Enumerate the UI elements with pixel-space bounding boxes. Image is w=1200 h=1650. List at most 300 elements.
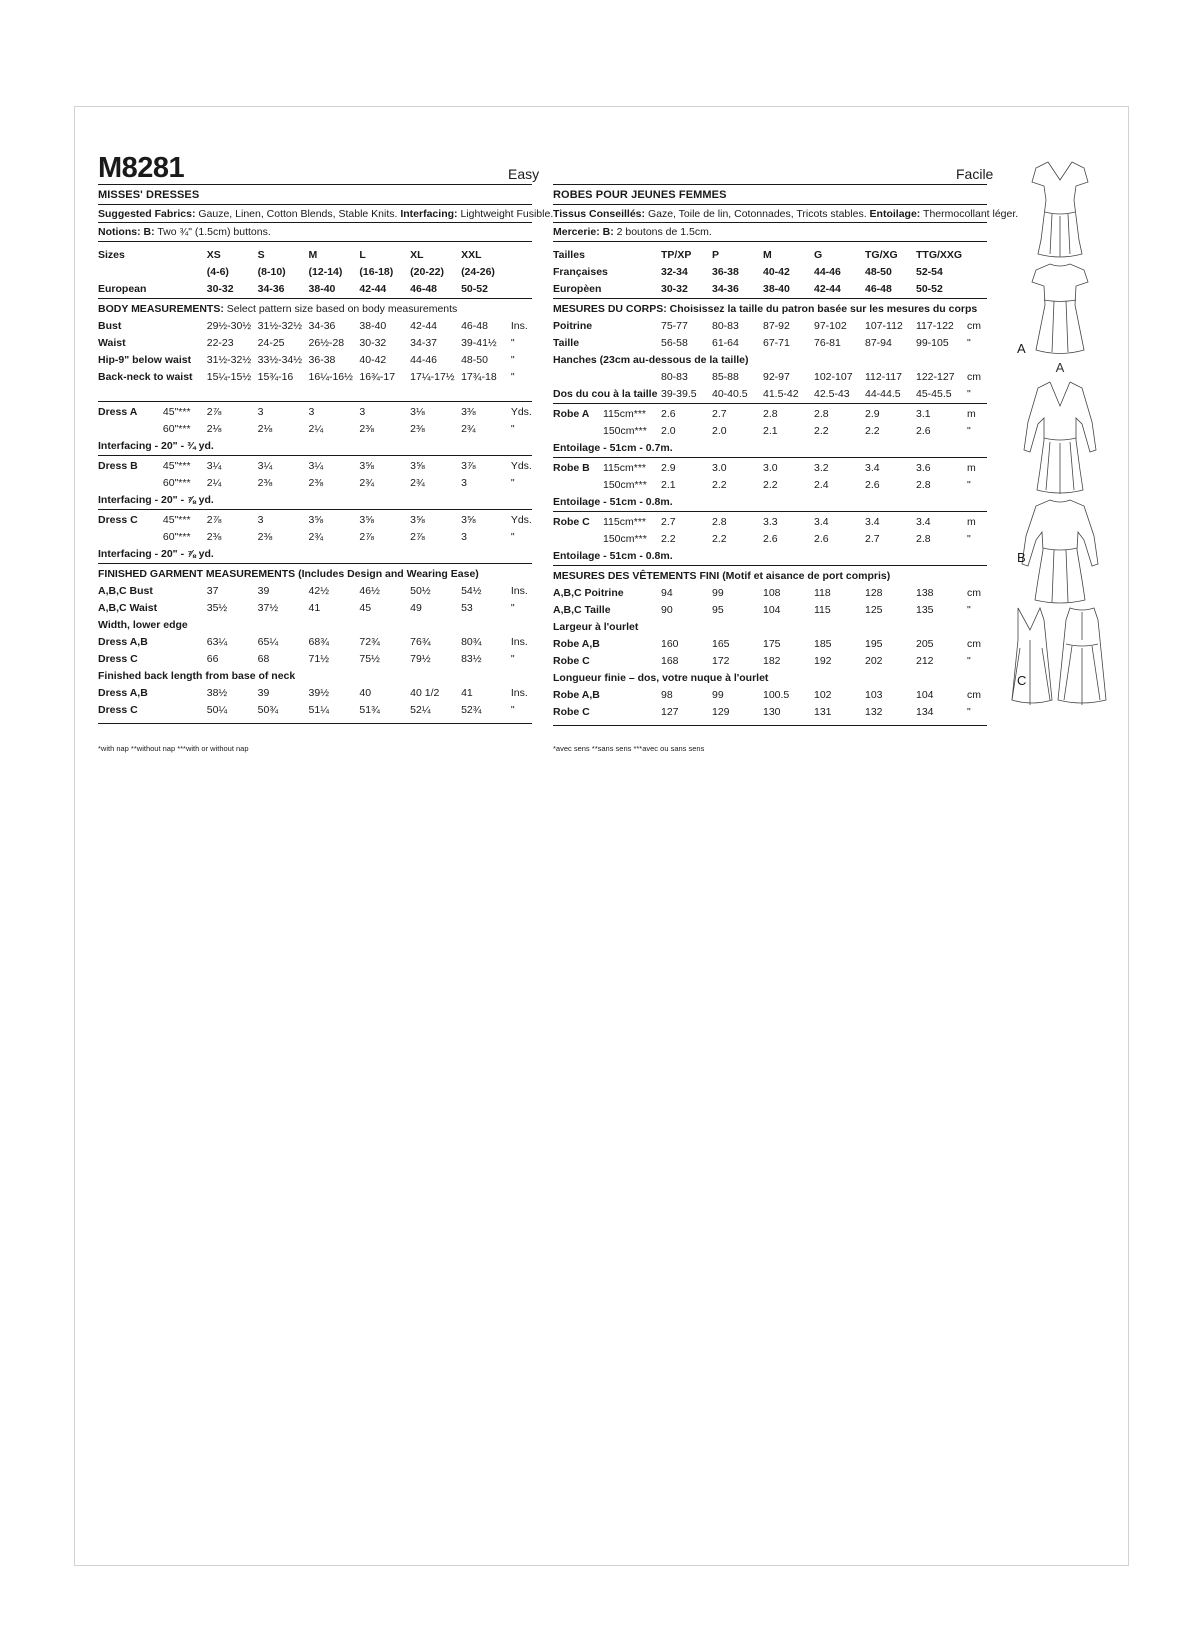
size-value: 2.2 bbox=[814, 425, 829, 437]
size-value: 138 bbox=[916, 587, 934, 599]
rule-en-3 bbox=[98, 241, 532, 242]
fabric-width: 45"*** bbox=[162, 514, 191, 526]
size-value: 3 bbox=[257, 514, 264, 526]
unit: m bbox=[967, 516, 976, 528]
size-value: 2.9 bbox=[865, 408, 880, 420]
dress-c-front-drawing bbox=[1012, 608, 1052, 705]
finished-row bbox=[553, 636, 987, 653]
notions-label-en: Notions: B: bbox=[98, 226, 155, 238]
size-value: 2.9 bbox=[661, 462, 676, 474]
unit: " bbox=[510, 531, 515, 543]
size-value: 2.0 bbox=[712, 425, 727, 437]
unit: " bbox=[510, 477, 515, 489]
european-size: 30-32 bbox=[206, 283, 234, 295]
european-size: 38-40 bbox=[308, 283, 336, 295]
unit: " bbox=[967, 604, 971, 616]
size-value: 2.2 bbox=[712, 479, 727, 491]
french-size: 48-50 bbox=[865, 266, 892, 278]
unit: Ins. bbox=[510, 320, 528, 332]
dress-a-back-drawing bbox=[1032, 264, 1088, 354]
interfacing-yardage: Interfacing - 20" - ⅞ yd. bbox=[98, 494, 214, 506]
size-value: 99 bbox=[712, 689, 724, 701]
european-size: 46-48 bbox=[410, 283, 438, 295]
size-value: 2.2 bbox=[661, 533, 676, 545]
fabric-width: 150cm*** bbox=[603, 533, 647, 545]
size-value: 94 bbox=[661, 587, 673, 599]
empty bbox=[511, 264, 532, 281]
size-value: 40 1/2 bbox=[410, 687, 440, 699]
size-value: 42½ bbox=[308, 585, 329, 597]
size-value: 41 bbox=[461, 687, 473, 699]
size-value: 79½ bbox=[410, 653, 431, 665]
size-value: 92-97 bbox=[763, 371, 790, 383]
interfacing-row bbox=[98, 492, 532, 510]
size-value: 2.2 bbox=[712, 533, 727, 545]
size-value: 117-122 bbox=[916, 320, 954, 332]
fabric-width: 60"*** bbox=[162, 477, 191, 489]
interfacing-row bbox=[553, 440, 987, 458]
size-value: 17¾-18 bbox=[461, 371, 497, 383]
rule-en-1 bbox=[98, 204, 532, 205]
french-size: 36-38 bbox=[712, 266, 739, 278]
size-value: 68¾ bbox=[308, 636, 329, 648]
size-value: 39 bbox=[257, 687, 270, 699]
body-heading-row bbox=[98, 301, 532, 318]
size-value: 2.2 bbox=[763, 479, 778, 491]
unit: " bbox=[510, 653, 515, 665]
view-label: Robe C bbox=[553, 516, 590, 528]
size-value: 44-44.5 bbox=[865, 388, 901, 400]
size-value: 76-81 bbox=[814, 337, 841, 349]
finished-label: Dress C bbox=[98, 653, 138, 665]
size-value: 2¾ bbox=[308, 531, 324, 543]
size-value: 2¼ bbox=[308, 423, 324, 435]
size-value: 54½ bbox=[461, 585, 482, 597]
size-value: 108 bbox=[763, 587, 781, 599]
body-heading-bold: BODY MEASUREMENTS: bbox=[98, 303, 224, 315]
size-value: 104 bbox=[763, 604, 781, 616]
size-value: 97-102 bbox=[814, 320, 847, 332]
size-value: 41.5-42 bbox=[763, 388, 799, 400]
fabrics-label-fr: Tissus Conseillés: bbox=[553, 208, 646, 220]
dos-row bbox=[553, 386, 987, 404]
size-value: 2¾ bbox=[410, 477, 425, 489]
size-value: 3.4 bbox=[865, 516, 880, 528]
dress-a-front-drawing bbox=[1032, 162, 1088, 257]
size-value: 2.2 bbox=[865, 425, 880, 437]
size-range: (4-6) bbox=[206, 266, 229, 278]
empty bbox=[553, 477, 603, 494]
size-value: 3 bbox=[461, 477, 467, 489]
body-measurement-row bbox=[98, 335, 532, 352]
size-value: 3¼ bbox=[257, 460, 273, 472]
size-value: 2¾ bbox=[359, 477, 375, 489]
finished-row bbox=[553, 687, 987, 704]
size-value: 3.4 bbox=[814, 516, 829, 528]
size-value: 182 bbox=[763, 655, 781, 667]
size-value: 132 bbox=[865, 706, 883, 718]
size-value: 67-71 bbox=[763, 337, 790, 349]
size-code: G bbox=[814, 249, 823, 261]
size-value: 2⅞ bbox=[206, 406, 222, 418]
yardage-row bbox=[553, 477, 987, 494]
empty bbox=[163, 264, 207, 281]
fabrics-text-en: Gauze, Linen, Cotton Blends, Stable Knits. bbox=[198, 208, 398, 220]
size-value: 40 bbox=[359, 687, 372, 699]
unit: Ins. bbox=[510, 636, 528, 648]
size-value: 107-112 bbox=[865, 320, 903, 332]
size-value: 2⅜ bbox=[410, 423, 425, 435]
size-value: 39½ bbox=[308, 687, 329, 699]
measurement-label: Back-neck to waist bbox=[98, 371, 193, 383]
size-range: (20-22) bbox=[410, 266, 445, 278]
european-size: 42-44 bbox=[359, 283, 387, 295]
european-row bbox=[98, 281, 532, 299]
size-value: 2.8 bbox=[916, 479, 931, 491]
footnote-fr: *avec sens **sans sens ***avec ou sans sens bbox=[553, 744, 705, 753]
size-value: 80-83 bbox=[712, 320, 739, 332]
hanches-row bbox=[553, 369, 987, 386]
size-value: 3.4 bbox=[916, 516, 931, 528]
yardage-row bbox=[553, 514, 987, 531]
unit: cm bbox=[967, 689, 981, 701]
size-value: 2.6 bbox=[814, 533, 829, 545]
size-value: 2.6 bbox=[763, 533, 778, 545]
size-value: 39-39.5 bbox=[661, 388, 697, 400]
size-value: 56-58 bbox=[661, 337, 688, 349]
size-value: 3⅝ bbox=[461, 514, 476, 526]
finished-heading-row bbox=[98, 566, 532, 583]
subheading-row bbox=[553, 619, 987, 636]
size-value: 131 bbox=[814, 706, 832, 718]
unit: Ins. bbox=[510, 687, 528, 699]
size-value: 3¼ bbox=[206, 460, 222, 472]
illustration-letter-a: A bbox=[1017, 341, 1026, 356]
size-code: TTG/XXG bbox=[916, 249, 963, 261]
illustration-letter-c: C bbox=[1017, 673, 1027, 688]
size-value: 125 bbox=[865, 604, 883, 616]
unit: " bbox=[967, 388, 971, 400]
size-value: 49 bbox=[410, 602, 422, 614]
yardage-row bbox=[553, 460, 987, 477]
finished-label: Robe C bbox=[553, 655, 590, 667]
size-value: 52¾ bbox=[461, 704, 482, 716]
size-value: 15¾-16 bbox=[257, 371, 294, 383]
fabrics-label-en: Suggested Fabrics: bbox=[98, 208, 196, 220]
size-value: 31½-32½ bbox=[206, 354, 252, 366]
size-value: 2.8 bbox=[712, 516, 727, 528]
unit: " bbox=[967, 533, 971, 545]
empty bbox=[603, 247, 661, 264]
size-code: XXL bbox=[461, 249, 482, 261]
interfacing-row bbox=[98, 438, 532, 456]
size-code: TP/XP bbox=[661, 249, 692, 261]
empty bbox=[603, 369, 661, 386]
unit: " bbox=[967, 706, 971, 718]
rule-en-top bbox=[98, 184, 532, 185]
size-value: 128 bbox=[865, 587, 883, 599]
size-value: 2.1 bbox=[661, 479, 676, 491]
size-value: 160 bbox=[661, 638, 679, 650]
view-label: Dress B bbox=[98, 460, 138, 472]
separator-line bbox=[553, 726, 987, 729]
size-value: 66 bbox=[206, 653, 219, 665]
empty bbox=[967, 264, 987, 281]
finished-row bbox=[98, 583, 532, 600]
finished-row bbox=[553, 704, 987, 721]
size-value: 2⅜ bbox=[206, 531, 222, 543]
size-value: 2.6 bbox=[661, 408, 676, 420]
size-value: 102 bbox=[814, 689, 832, 701]
yardage-row bbox=[98, 421, 532, 438]
rule-en-2 bbox=[98, 222, 532, 223]
size-value: 87-94 bbox=[865, 337, 892, 349]
ranges-row bbox=[98, 264, 532, 281]
size-value: 87-92 bbox=[763, 320, 790, 332]
fabrics-en bbox=[98, 207, 553, 221]
size-value: 61-64 bbox=[712, 337, 739, 349]
subheading: Width, lower edge bbox=[98, 619, 188, 631]
interfacing-label-en: Interfacing: bbox=[400, 208, 458, 220]
size-code: M bbox=[308, 249, 318, 261]
size-value: 2¾ bbox=[461, 423, 476, 435]
european-size: 50-52 bbox=[461, 283, 488, 295]
size-value: 35½ bbox=[206, 602, 228, 614]
unit: Yds. bbox=[510, 460, 532, 472]
illustration-label-a: A bbox=[1055, 360, 1065, 375]
size-value: 42-44 bbox=[410, 320, 438, 332]
dress-c-back-drawing bbox=[1058, 608, 1106, 705]
measurement-label: Bust bbox=[98, 320, 122, 332]
unit: m bbox=[967, 408, 976, 420]
size-value: 3.0 bbox=[712, 462, 727, 474]
finished-measurements-heading: FINISHED GARMENT MEASUREMENTS (Includes Design and Wearing Ease) bbox=[98, 568, 479, 580]
view-label: Robe A bbox=[553, 408, 590, 420]
finished-heading-row bbox=[553, 568, 987, 585]
size-value: 51¾ bbox=[359, 704, 380, 716]
interfacing-yardage: Entoilage - 51cm - 0.7m. bbox=[553, 442, 673, 454]
size-code: P bbox=[712, 249, 720, 261]
unit: " bbox=[967, 337, 971, 349]
size-value: 2.8 bbox=[763, 408, 778, 420]
yardage-row bbox=[98, 529, 532, 546]
french-size: 52-54 bbox=[916, 266, 943, 278]
size-value: 2.6 bbox=[865, 479, 880, 491]
interfacing-row bbox=[98, 546, 532, 564]
dress-b-front-drawing bbox=[1024, 382, 1096, 494]
size-value: 3 bbox=[359, 406, 366, 418]
europeen-label: Europèen bbox=[553, 283, 602, 295]
size-value: 165 bbox=[712, 638, 730, 650]
finished-label: Robe A,B bbox=[553, 638, 600, 650]
size-value: 40-40.5 bbox=[712, 388, 748, 400]
interfacing-yardage: Interfacing - 20" - ¾ yd. bbox=[98, 440, 214, 452]
subheading-row bbox=[98, 617, 532, 634]
unit: Yds. bbox=[510, 406, 532, 418]
hanches-label-row bbox=[553, 352, 987, 369]
unit: " bbox=[510, 602, 515, 614]
finished-row bbox=[553, 602, 987, 619]
size-value: 2⅛ bbox=[257, 423, 273, 435]
size-value: 36-38 bbox=[308, 354, 336, 366]
pattern-number: M8281 bbox=[98, 152, 185, 184]
size-value: 2.7 bbox=[661, 516, 676, 528]
size-value: 50¾ bbox=[257, 704, 279, 716]
size-value: 3.0 bbox=[763, 462, 778, 474]
finished-label: A,B,C Taille bbox=[553, 604, 611, 616]
size-value: 104 bbox=[916, 689, 934, 701]
footnote-en: *with nap **without nap ***with or without nap bbox=[98, 744, 249, 753]
size-value: 76¾ bbox=[410, 636, 431, 648]
size-range: (12-14) bbox=[308, 266, 343, 278]
sizes-label: Sizes bbox=[98, 249, 125, 261]
size-value: 205 bbox=[916, 638, 934, 650]
size-value: 115 bbox=[814, 604, 831, 616]
finished-row bbox=[98, 634, 532, 651]
french-size: 44-46 bbox=[814, 266, 841, 278]
size-value: 48-50 bbox=[461, 354, 488, 366]
size-value: 2⅞ bbox=[410, 531, 425, 543]
size-value: 3⅝ bbox=[410, 514, 425, 526]
european-size: 30-32 bbox=[661, 283, 688, 295]
illustration-letter-b: B bbox=[1017, 550, 1026, 565]
unit: " bbox=[510, 423, 515, 435]
french-size: 32-34 bbox=[661, 266, 688, 278]
view-label: Robe B bbox=[553, 462, 590, 474]
size-value: 3.1 bbox=[916, 408, 931, 420]
francaises-row bbox=[553, 264, 987, 281]
size-value: 65¼ bbox=[257, 636, 279, 648]
size-value: 46½ bbox=[359, 585, 380, 597]
spacer-row bbox=[98, 386, 532, 402]
size-value: 129 bbox=[712, 706, 730, 718]
notions-fr bbox=[553, 225, 712, 239]
size-value: 45 bbox=[359, 602, 372, 614]
empty bbox=[163, 247, 207, 264]
size-value: 2.8 bbox=[916, 533, 931, 545]
finished-measurements-heading: MESURES DES VÊTEMENTS FINI (Motif et aisance de port compris) bbox=[553, 570, 891, 582]
size-value: 2.7 bbox=[865, 533, 880, 545]
body-measurements-heading: MESURES DU CORPS: Choisissez la taille du patron basée sur les mesures du corps bbox=[553, 303, 978, 315]
unit: " bbox=[510, 371, 515, 383]
european-label: European bbox=[98, 283, 147, 295]
size-value: 3 bbox=[461, 531, 467, 543]
unit: " bbox=[967, 425, 971, 437]
interfacing-yardage: Entoilage - 51cm - 0.8m. bbox=[553, 550, 673, 562]
size-value: 40-42 bbox=[359, 354, 387, 366]
size-value: 3 bbox=[308, 406, 315, 418]
size-value: 83½ bbox=[461, 653, 482, 665]
unit: cm bbox=[967, 371, 981, 383]
unit: " bbox=[510, 337, 515, 349]
size-value: 3.4 bbox=[865, 462, 880, 474]
size-value: 22-23 bbox=[206, 337, 234, 349]
fabric-width: 150cm*** bbox=[603, 425, 647, 437]
size-value: 45-45.5 bbox=[916, 388, 952, 400]
interfacing-yardage: Entoilage - 51cm - 0.8m. bbox=[553, 496, 673, 508]
european-size: 50-52 bbox=[916, 283, 943, 295]
separator-line bbox=[98, 724, 532, 727]
dos-label: Dos du cou à la taille bbox=[553, 388, 658, 400]
size-value: 135 bbox=[916, 604, 934, 616]
unit: cm bbox=[967, 587, 981, 599]
body-measurements-heading bbox=[98, 301, 532, 318]
body-heading-row bbox=[553, 301, 987, 318]
rule-fr-2 bbox=[553, 222, 987, 223]
size-value: 39 bbox=[257, 585, 270, 597]
size-value: 99 bbox=[712, 587, 724, 599]
size-value: 172 bbox=[712, 655, 730, 667]
size-value: 75½ bbox=[359, 653, 380, 665]
size-value: 85-88 bbox=[712, 371, 739, 383]
measurement-label: Waist bbox=[98, 337, 126, 349]
empty bbox=[98, 421, 163, 438]
title-en: MISSES' DRESSES bbox=[98, 189, 200, 201]
european-size: 34-36 bbox=[257, 283, 285, 295]
size-value: 34-37 bbox=[410, 337, 438, 349]
unit: " bbox=[510, 354, 515, 366]
unit: " bbox=[510, 704, 515, 716]
subheading: Largeur à l'ourlet bbox=[553, 621, 639, 633]
yardage-row bbox=[553, 406, 987, 423]
size-value: 2.0 bbox=[661, 425, 676, 437]
size-value: 122-127 bbox=[916, 371, 955, 383]
empty bbox=[967, 247, 987, 264]
fabric-width: 115cm*** bbox=[603, 462, 646, 474]
size-value: 2⅛ bbox=[206, 423, 222, 435]
body-measurement-row bbox=[98, 369, 532, 386]
size-value: 3 bbox=[257, 406, 264, 418]
size-value: 95 bbox=[712, 604, 724, 616]
size-value: 53 bbox=[461, 602, 473, 614]
sizes-label: Tailles bbox=[553, 249, 585, 261]
finished-row bbox=[98, 600, 532, 617]
fabric-width: 45"*** bbox=[162, 460, 191, 472]
size-value: 195 bbox=[865, 638, 883, 650]
size-value: 103 bbox=[865, 689, 883, 701]
hanches-label: Hanches (23cm au-dessous de la taille) bbox=[553, 354, 749, 366]
difficulty-level-fr: Facile bbox=[956, 166, 994, 182]
fabrics-fr bbox=[553, 207, 1018, 221]
size-value: 16¾-17 bbox=[359, 371, 396, 383]
empty bbox=[553, 531, 603, 548]
size-value: 17¼-17½ bbox=[410, 371, 455, 383]
size-value: 2.7 bbox=[712, 408, 727, 420]
finished-row bbox=[553, 653, 987, 670]
size-value: 3¼ bbox=[308, 460, 324, 472]
size-value: 3⅞ bbox=[461, 460, 476, 472]
difficulty-level-en: Easy bbox=[508, 166, 540, 182]
unit: " bbox=[967, 479, 971, 491]
finished-label: Dress C bbox=[98, 704, 138, 716]
size-value: 34-36 bbox=[308, 320, 336, 332]
size-value: 118 bbox=[814, 587, 831, 599]
fabric-width: 150cm*** bbox=[603, 479, 647, 491]
size-value: 130 bbox=[763, 706, 781, 718]
size-value: 90 bbox=[661, 604, 673, 616]
yardage-row bbox=[98, 512, 532, 529]
size-code: XS bbox=[206, 249, 221, 261]
size-value: 2.4 bbox=[814, 479, 829, 491]
size-value: 41 bbox=[308, 602, 321, 614]
subheading-row bbox=[98, 668, 532, 685]
french-size: 40-42 bbox=[763, 266, 790, 278]
francaises-label: Françaises bbox=[553, 266, 608, 278]
size-value: 46-48 bbox=[461, 320, 488, 332]
size-value: 51¼ bbox=[308, 704, 329, 716]
size-value: 38-40 bbox=[359, 320, 387, 332]
size-value: 29½-30½ bbox=[206, 320, 252, 332]
